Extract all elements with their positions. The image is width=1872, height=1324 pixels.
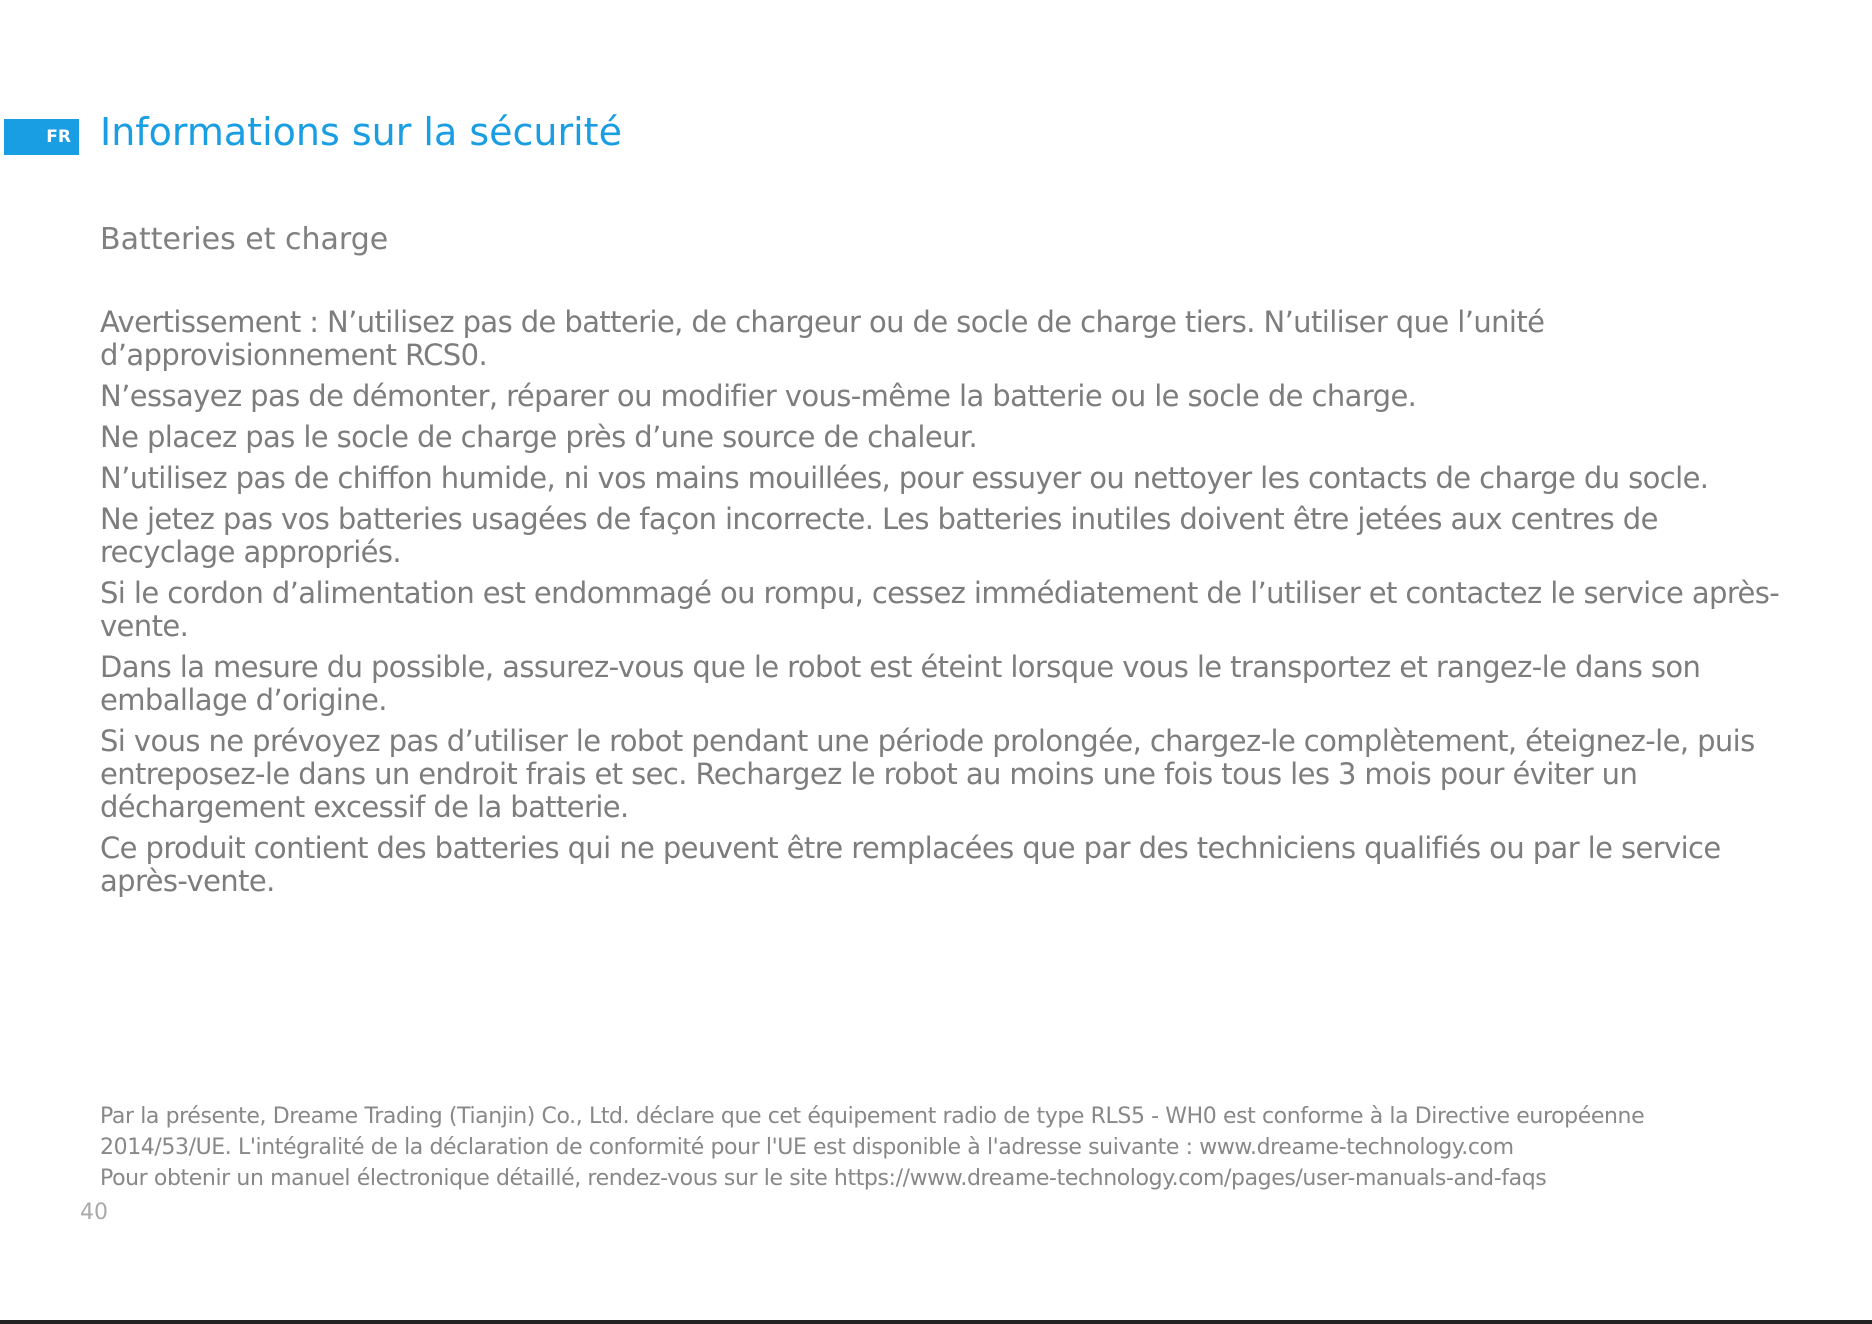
paragraph: Ne jetez pas vos batteries usagées de façon incorrecte. Les batteries inutiles doivent être jetées aux centres de recyclage appropriés.	[100, 502, 1658, 569]
footer-line: 2014/53/UE. L'intégralité de la déclaration de conformité pour l'UE est disponible à l'adresse suivante : www.dreame-technology.com	[100, 1135, 1514, 1160]
page-number: 40	[80, 1200, 108, 1225]
paragraph: Si vous ne prévoyez pas d’utiliser le robot pendant une période prolongée, chargez-le complètement, éteignez-le, puis entreposez-le dans un endroit frais et sec. Rechargez le robot au moins une fois tous les 3 mois pour éviter un déchargement excessif de la batterie.	[100, 724, 1755, 824]
footer-line: Pour obtenir un manuel électronique détaillé, rendez-vous sur le site https://www.dreame-technology.com/pages/user-manuals-and-faqs	[100, 1166, 1547, 1191]
paragraph: Si le cordon d’alimentation est endommagé ou rompu, cessez immédiatement de l’utiliser et contactez le service après-vente.	[100, 576, 1780, 643]
paragraph: Ce produit contient des batteries qui ne peuvent être remplacées que par des techniciens qualifiés ou par le service après-vente.	[100, 831, 1721, 898]
paragraph: Ne placez pas le socle de charge près d’une source de chaleur.	[100, 420, 978, 454]
safety-paragraphs	[100, 306, 1800, 906]
paragraph: N’utilisez pas de chiffon humide, ni vos mains mouillées, pour essuyer ou nettoyer les contacts de charge du socle.	[100, 461, 1709, 495]
declaration-footer	[100, 1101, 1800, 1194]
footer-line: Par la présente, Dreame Trading (Tianjin) Co., Ltd. déclare que cet équipement radio de type RLS5 - WH0 est conforme à la Directive européenne	[100, 1104, 1645, 1129]
page-title: Informations sur la sécurité	[100, 110, 622, 154]
bottom-divider	[0, 1320, 1872, 1324]
section-heading: Batteries et charge	[100, 222, 389, 257]
language-badge: FR	[4, 119, 79, 155]
paragraph: Dans la mesure du possible, assurez-vous que le robot est éteint lorsque vous le transportez et rangez-le dans son emballage d’origine.	[100, 650, 1701, 717]
paragraph: N’essayez pas de démonter, réparer ou modifier vous-même la batterie ou le socle de charge.	[100, 379, 1417, 413]
paragraph: Avertissement : N’utilisez pas de batterie, de chargeur ou de socle de charge tiers. N’utiliser que l’unité d’approvisionnement RCS0.	[100, 305, 1545, 372]
